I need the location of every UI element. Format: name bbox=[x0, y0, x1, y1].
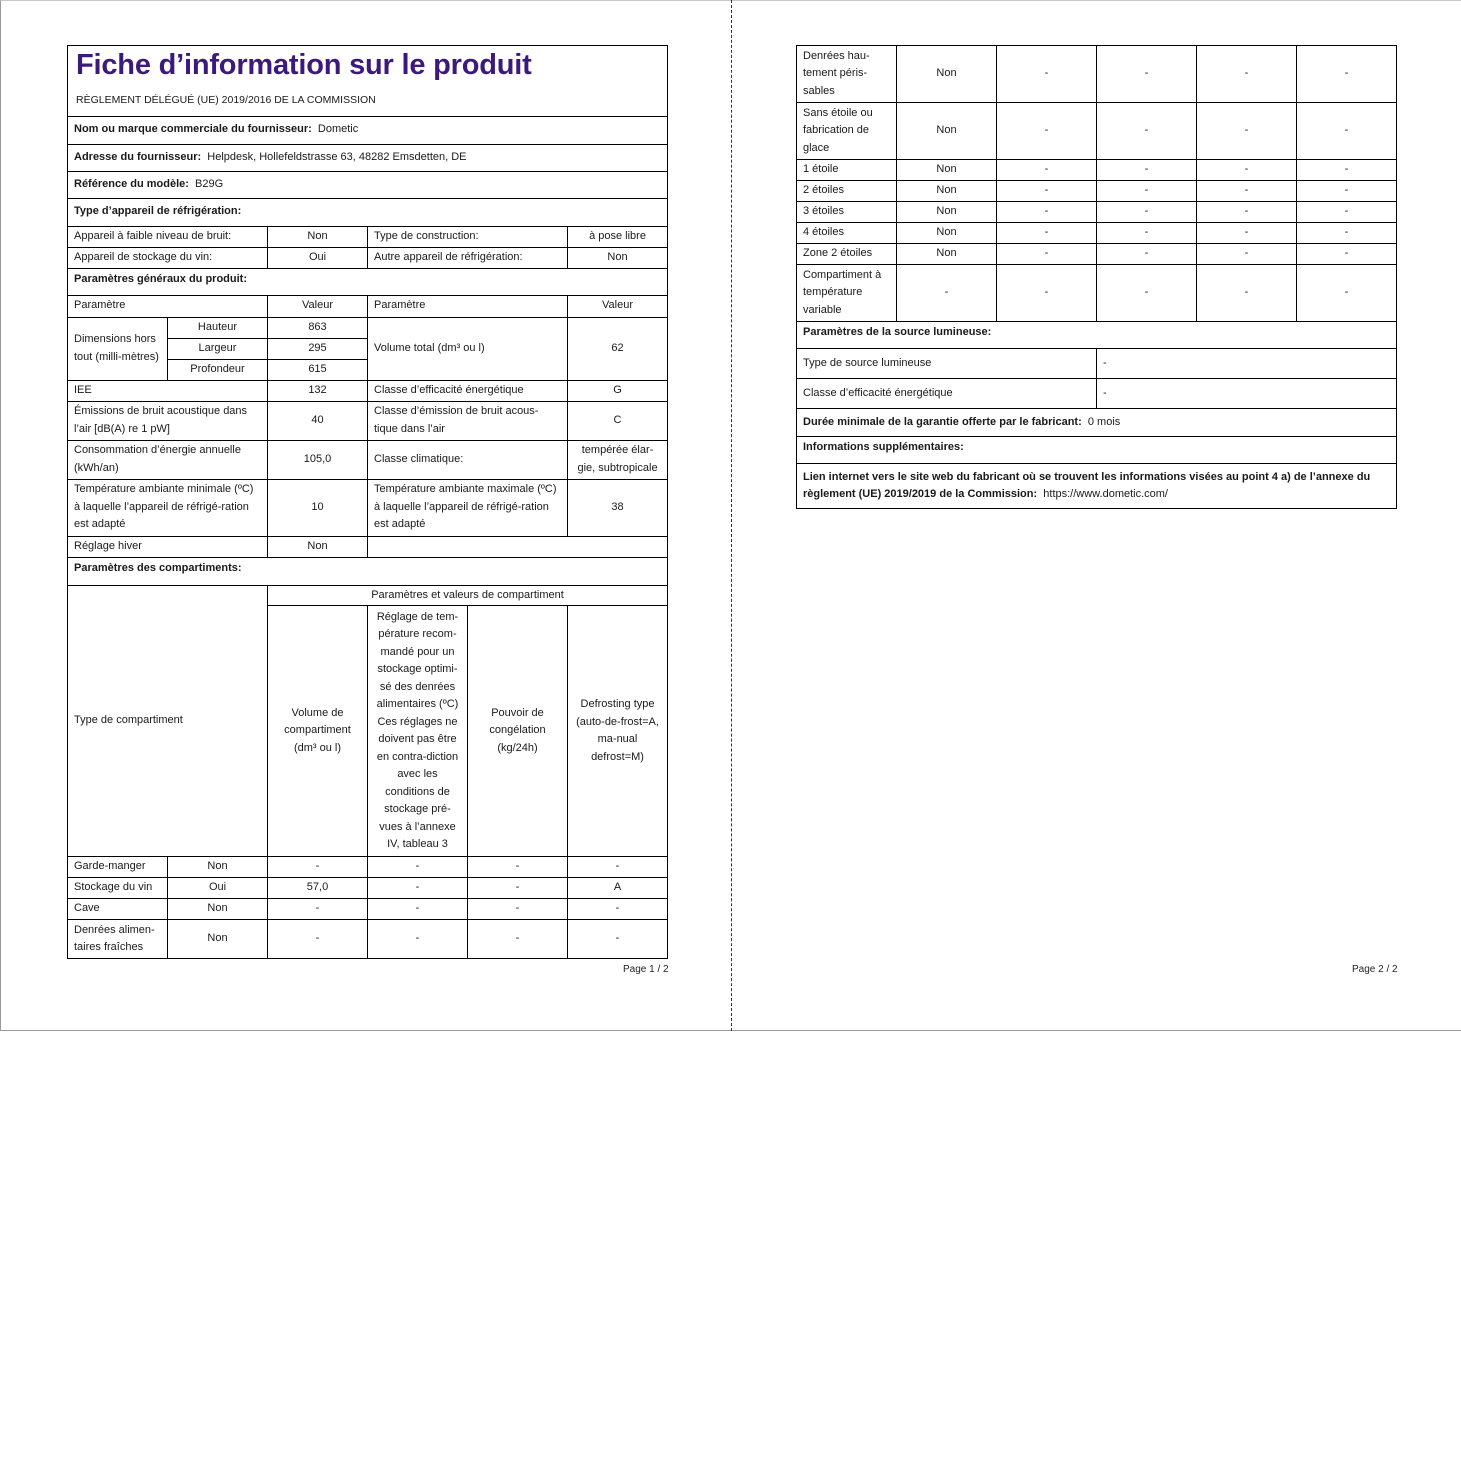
table-row bbox=[797, 160, 1397, 181]
model-row bbox=[68, 171, 668, 198]
compartment-defrost: - bbox=[1297, 160, 1397, 181]
eei-label: IEE bbox=[68, 380, 268, 401]
compartment-freeze: - bbox=[1197, 265, 1297, 322]
compartment-defrost: - bbox=[1297, 202, 1397, 223]
compartment-freeze: - bbox=[1197, 160, 1297, 181]
compartment-present: Non bbox=[897, 160, 997, 181]
construction-label: Type de construction: bbox=[368, 226, 568, 247]
low-noise-label: Appareil à faible niveau de bruit: bbox=[68, 226, 268, 247]
manufacturer-link[interactable]: https://www.dometic.com/ bbox=[1043, 488, 1168, 500]
table-row bbox=[68, 920, 668, 959]
col-header-value-left: Valeur bbox=[268, 295, 368, 317]
compartment-defrost: - bbox=[1297, 181, 1397, 202]
compartment-volume: - bbox=[268, 857, 368, 878]
compartment-name: Compartiment à température variable bbox=[797, 265, 897, 322]
product-info-table-page-1 bbox=[67, 45, 668, 959]
compartment-present: Non bbox=[168, 920, 268, 959]
noise-class-label: Classe d’émission de bruit acous-tique dans l’air bbox=[368, 401, 568, 440]
supplier-name-row bbox=[68, 116, 668, 144]
appliance-type-heading: Type d’appareil de réfrigération: bbox=[68, 198, 668, 226]
total-volume-label: Volume total (dm³ ou l) bbox=[368, 317, 568, 380]
compartment-name: 1 étoile bbox=[797, 160, 897, 181]
compartment-volume: - bbox=[268, 899, 368, 920]
document-page-1 bbox=[0, 0, 732, 1031]
col-header-param-right: Paramètre bbox=[368, 295, 568, 317]
compartment-name: Sans étoile ou fabrication de glace bbox=[797, 103, 897, 160]
compartment-name: Stockage du vin bbox=[68, 878, 168, 899]
model-label: Référence du modèle: bbox=[74, 177, 189, 190]
supplier-address-row bbox=[68, 144, 668, 171]
compartment-name: 3 étoiles bbox=[797, 202, 897, 223]
other-appliance-label: Autre appareil de réfrigération: bbox=[368, 247, 568, 268]
compartment-temp: - bbox=[1097, 46, 1197, 103]
max-temp-label: Température ambiante maximale (ºC) à laquelle l’appareil de réfrigé-ration est adapté bbox=[368, 479, 568, 536]
depth-label: Profondeur bbox=[168, 359, 268, 380]
compartment-present: Non bbox=[897, 46, 997, 103]
total-volume-value: 62 bbox=[568, 317, 668, 380]
winter-value: Non bbox=[268, 536, 368, 557]
general-params-heading: Paramètres généraux du produit: bbox=[68, 268, 668, 295]
compartment-defrost: - bbox=[1297, 244, 1397, 265]
compartment-defrost: A bbox=[568, 878, 668, 899]
compartment-name: 4 étoiles bbox=[797, 223, 897, 244]
col-header-param-left: Paramètre bbox=[68, 295, 268, 317]
table-row bbox=[68, 857, 668, 878]
compartment-freeze: - bbox=[1197, 244, 1297, 265]
temp-header: Réglage de tem-pérature recom-mandé pour un stockage optimi-sé des denrées alimentaires (ºC) Ces réglages ne doivent pas être en contra-diction avec les conditions de stockage pré-vues à l’annexe IV, tableau 3 bbox=[368, 606, 468, 857]
compartment-volume: - bbox=[997, 46, 1097, 103]
compartment-freeze: - bbox=[468, 920, 568, 959]
eei-value: 132 bbox=[268, 380, 368, 401]
col-header-value-right: Valeur bbox=[568, 295, 668, 317]
compartment-freeze: - bbox=[1197, 223, 1297, 244]
width-value: 295 bbox=[268, 338, 368, 359]
table-row bbox=[797, 181, 1397, 202]
energy-class-label: Classe d’efficacité énergétique bbox=[368, 380, 568, 401]
compartment-temp: - bbox=[1097, 244, 1197, 265]
document-subtitle: RÈGLEMENT DÉLÉGUÉ (UE) 2019/2016 DE LA COMMISSION bbox=[76, 94, 376, 106]
compartment-temp: - bbox=[1097, 265, 1197, 322]
table-row bbox=[68, 899, 668, 920]
winter-empty-cell bbox=[368, 536, 668, 557]
page-number-1: Page 1 / 2 bbox=[623, 964, 669, 975]
compartment-volume: - bbox=[997, 223, 1097, 244]
table-row bbox=[68, 878, 668, 899]
compartment-name: Denrées alimen-taires fraîches bbox=[68, 920, 168, 959]
wine-appliance-value: Oui bbox=[268, 247, 368, 268]
table-row bbox=[797, 265, 1397, 322]
climate-label: Classe climatique: bbox=[368, 440, 568, 479]
compartment-name: Zone 2 étoiles bbox=[797, 244, 897, 265]
compartment-name: Cave bbox=[68, 899, 168, 920]
consumption-value: 105,0 bbox=[268, 440, 368, 479]
compartment-present: Oui bbox=[168, 878, 268, 899]
noise-class-value: C bbox=[568, 401, 668, 440]
table-row bbox=[797, 244, 1397, 265]
compartment-group-header: Paramètres et valeurs de compartiment bbox=[268, 585, 668, 606]
compartment-present: Non bbox=[897, 103, 997, 160]
compartment-name: 2 étoiles bbox=[797, 181, 897, 202]
compartment-defrost: - bbox=[1297, 265, 1397, 322]
supplier-address-value: Helpdesk, Hollefeldstrasse 63, 48282 Emsdetten, DE bbox=[207, 150, 467, 163]
min-temp-label: Température ambiante minimale (ºC) à laquelle l’appareil de réfrigé-ration est adapté bbox=[68, 479, 268, 536]
compartments-heading: Paramètres des compartiments: bbox=[68, 557, 668, 585]
document-header bbox=[68, 46, 668, 117]
table-row bbox=[797, 202, 1397, 223]
consumption-label: Consommation d’énergie annuelle (kWh/an) bbox=[68, 440, 268, 479]
guarantee-value: 0 mois bbox=[1087, 415, 1121, 428]
guarantee-label: Durée minimale de la garantie offerte par le fabricant: bbox=[803, 415, 1082, 428]
compartment-defrost: - bbox=[568, 920, 668, 959]
compartment-defrost: - bbox=[1297, 223, 1397, 244]
supplier-address-label: Adresse du fournisseur: bbox=[74, 150, 202, 163]
table-row bbox=[797, 46, 1397, 103]
compartment-volume: - bbox=[997, 160, 1097, 181]
light-class-label: Classe d’efficacité énergétique bbox=[797, 379, 1097, 409]
energy-class-value: G bbox=[568, 380, 668, 401]
additional-info-heading: Informations supplémentaires: bbox=[797, 437, 1397, 464]
compartment-temp: - bbox=[1097, 181, 1197, 202]
compartment-present: Non bbox=[168, 857, 268, 878]
compartment-volume: - bbox=[997, 103, 1097, 160]
compartment-freeze: - bbox=[1197, 103, 1297, 160]
wine-appliance-label: Appareil de stockage du vin: bbox=[68, 247, 268, 268]
height-value: 863 bbox=[268, 317, 368, 338]
guarantee-row bbox=[797, 409, 1397, 437]
compartment-defrost: - bbox=[568, 857, 668, 878]
dimensions-label: Dimensions hors tout (milli-mètres) bbox=[68, 317, 168, 380]
volume-header: Volume de compartiment (dm³ ou l) bbox=[268, 606, 368, 857]
model-value: B29G bbox=[195, 177, 224, 190]
noise-value: 40 bbox=[268, 401, 368, 440]
compartment-freeze: - bbox=[1197, 202, 1297, 223]
compartment-temp: - bbox=[1097, 160, 1197, 181]
page-number-2: Page 2 / 2 bbox=[1352, 964, 1398, 975]
compartment-present: - bbox=[897, 265, 997, 322]
freeze-header: Pouvoir de congélation (kg/24h) bbox=[468, 606, 568, 857]
light-type-label: Type de source lumineuse bbox=[797, 349, 1097, 379]
compartment-temp: - bbox=[368, 878, 468, 899]
depth-value: 615 bbox=[268, 359, 368, 380]
manufacturer-link-label: Lien internet vers le site web du fabricant où se trouvent les informations visées au point 4 a) de l’annexe du règlement (UE) 2019/2019 de la Commission: bbox=[803, 470, 1371, 500]
compartment-volume: - bbox=[268, 920, 368, 959]
compartment-volume: - bbox=[997, 244, 1097, 265]
compartment-temp: - bbox=[368, 857, 468, 878]
low-noise-value: Non bbox=[268, 226, 368, 247]
product-info-table-page-2 bbox=[796, 45, 1397, 509]
compartment-volume: - bbox=[997, 181, 1097, 202]
compartment-name: Denrées hau-tement péris-sables bbox=[797, 46, 897, 103]
compartment-defrost: - bbox=[568, 899, 668, 920]
winter-label: Réglage hiver bbox=[68, 536, 268, 557]
climate-value: tempérée élar-gie, subtropicale bbox=[568, 440, 668, 479]
document-page-2 bbox=[732, 0, 1461, 1031]
compartment-volume: - bbox=[997, 202, 1097, 223]
compartment-volume: - bbox=[997, 265, 1097, 322]
compartment-temp: - bbox=[1097, 103, 1197, 160]
light-source-heading: Paramètres de la source lumineuse: bbox=[797, 322, 1397, 349]
compartment-present: Non bbox=[897, 244, 997, 265]
document-title: Fiche d’information sur le produit bbox=[76, 49, 532, 81]
defrost-header: Defrosting type (auto-de-frost=A, ma-nual defrost=M) bbox=[568, 606, 668, 857]
compartment-type-header: Type de compartiment bbox=[68, 585, 268, 857]
compartment-present: Non bbox=[897, 181, 997, 202]
compartment-present: Non bbox=[897, 223, 997, 244]
light-type-value: - bbox=[1097, 349, 1397, 379]
height-label: Hauteur bbox=[168, 317, 268, 338]
compartment-freeze: - bbox=[1197, 181, 1297, 202]
compartment-freeze: - bbox=[468, 857, 568, 878]
supplier-name-value: Dometic bbox=[317, 123, 359, 136]
supplier-name-label: Nom ou marque commerciale du fournisseur: bbox=[74, 123, 312, 136]
compartment-present: Non bbox=[897, 202, 997, 223]
width-label: Largeur bbox=[168, 338, 268, 359]
compartment-freeze: - bbox=[468, 899, 568, 920]
compartment-temp: - bbox=[1097, 223, 1197, 244]
manufacturer-link-row bbox=[797, 464, 1397, 509]
max-temp-value: 38 bbox=[568, 479, 668, 536]
construction-value: à pose libre bbox=[568, 226, 668, 247]
compartment-temp: - bbox=[368, 920, 468, 959]
compartment-name: Garde-manger bbox=[68, 857, 168, 878]
compartment-present: Non bbox=[168, 899, 268, 920]
compartment-temp: - bbox=[368, 899, 468, 920]
compartment-volume: 57,0 bbox=[268, 878, 368, 899]
other-appliance-value: Non bbox=[568, 247, 668, 268]
min-temp-value: 10 bbox=[268, 479, 368, 536]
compartment-freeze: - bbox=[1197, 46, 1297, 103]
compartment-temp: - bbox=[1097, 202, 1197, 223]
compartment-freeze: - bbox=[468, 878, 568, 899]
compartment-defrost: - bbox=[1297, 103, 1397, 160]
table-row bbox=[797, 223, 1397, 244]
compartment-defrost: - bbox=[1297, 46, 1397, 103]
table-row bbox=[797, 103, 1397, 160]
noise-label: Émissions de bruit acoustique dans l’air [dB(A) re 1 pW] bbox=[68, 401, 268, 440]
light-class-value: - bbox=[1097, 379, 1397, 409]
